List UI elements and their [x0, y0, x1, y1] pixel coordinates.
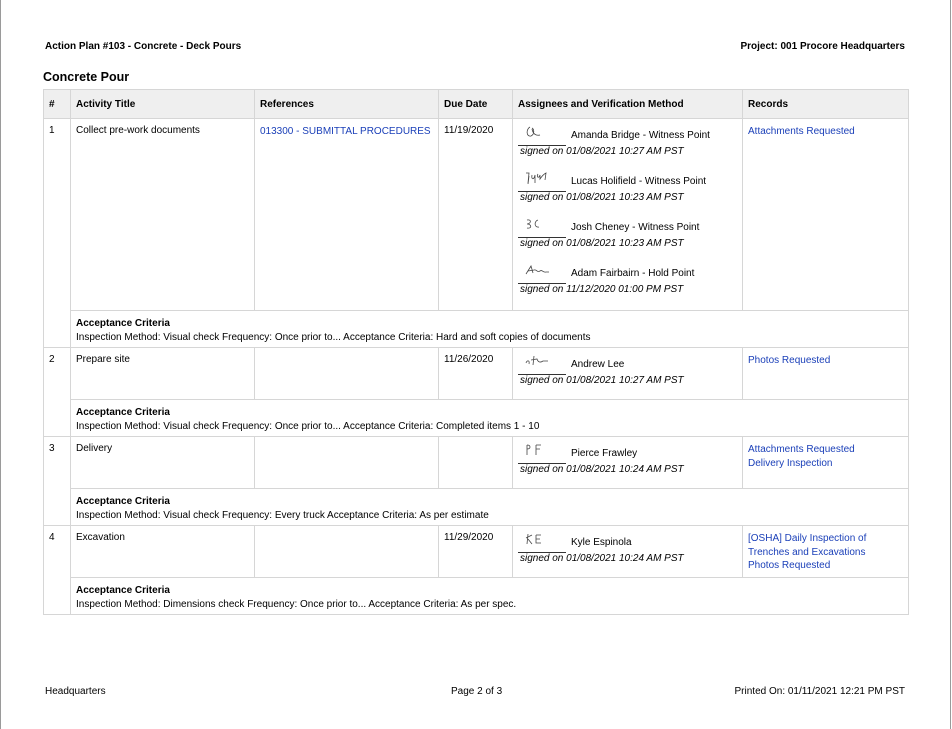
action-plan-title: Action Plan #103 - Concrete - Deck Pours: [45, 41, 242, 52]
assignee-name: Andrew Lee: [571, 359, 625, 370]
footer-location: Headquarters: [45, 686, 106, 697]
acceptance-criteria-label: Acceptance Criteria: [76, 407, 170, 418]
signed-timestamp: signed on 01/08/2021 10:24 AM PST: [520, 464, 684, 475]
signed-timestamp: signed on 01/08/2021 10:24 AM PST: [520, 553, 684, 564]
assignees-cell: [513, 119, 743, 311]
column-header-number: #: [44, 90, 71, 119]
table-row: [44, 526, 909, 578]
signature-icon: [518, 352, 566, 375]
row-number: 1: [44, 119, 71, 348]
assignee-entry: [518, 169, 737, 215]
due-date: 11/19/2020: [439, 119, 513, 311]
column-header-references: References: [255, 90, 439, 119]
page-number: Page 2 of 3: [451, 686, 503, 697]
section-title: Concrete Pour: [43, 70, 130, 84]
record-link[interactable]: Attachments Requested: [748, 126, 855, 137]
assignee-name: Josh Cheney - Witness Point: [571, 222, 700, 233]
assignee-entry: [518, 261, 737, 307]
column-header-assignees: Assignees and Verification Method: [513, 90, 743, 119]
table-header-row: [44, 90, 909, 119]
column-header-activity-title: Activity Title: [71, 90, 255, 119]
due-date: [439, 437, 513, 489]
reference-link[interactable]: 013300 - SUBMITTAL PROCEDURES: [260, 126, 431, 137]
acceptance-criteria-text: Inspection Method: Visual check Frequency: Once prior to... Acceptance Criteria: Hard and soft copies of documents: [76, 331, 591, 343]
acceptance-criteria-label: Acceptance Criteria: [76, 585, 170, 596]
reference-cell: [255, 348, 439, 400]
page-border-right: [950, 0, 951, 729]
activity-title: Prepare site: [71, 348, 255, 400]
reference-cell: [255, 526, 439, 578]
activity-title: Excavation: [71, 526, 255, 578]
assignee-entry: [518, 352, 737, 398]
record-link[interactable]: [OSHA] Daily Inspection of Trenches and Excavations: [748, 533, 867, 558]
activity-title: Collect pre-work documents: [71, 119, 255, 311]
assignee-name: Pierce Frawley: [571, 448, 638, 459]
signature-icon: [518, 261, 566, 284]
acceptance-criteria-text: Inspection Method: Dimensions check Frequency: Once prior to... Acceptance Criteria: As per spec.: [76, 598, 517, 610]
signed-timestamp: signed on 11/12/2020 01:00 PM PST: [520, 284, 684, 295]
signed-timestamp: signed on 01/08/2021 10:27 AM PST: [520, 146, 684, 157]
acceptance-criteria-label: Acceptance Criteria: [76, 496, 170, 507]
signature-icon: [518, 169, 566, 192]
signature-icon: [518, 215, 566, 238]
project-name: Project: 001 Procore Headquarters: [740, 41, 905, 52]
signature-icon: [518, 530, 566, 553]
activity-title: Delivery: [71, 437, 255, 489]
column-header-records: Records: [743, 90, 909, 119]
assignee-entry: [518, 123, 737, 169]
signed-timestamp: signed on 01/08/2021 10:27 AM PST: [520, 375, 684, 386]
assignee-entry: [518, 215, 737, 261]
record-link[interactable]: Delivery Inspection: [748, 457, 833, 469]
acceptance-criteria-row: [44, 400, 909, 437]
assignee-entry: [518, 441, 737, 487]
acceptance-criteria-text: Inspection Method: Visual check Frequency: Every truck Acceptance Criteria: As per estimate: [76, 509, 489, 521]
assignee-name: Kyle Espinola: [571, 537, 632, 548]
row-number: 2: [44, 348, 71, 437]
row-number: 3: [44, 437, 71, 526]
assignees-cell: [513, 348, 743, 400]
signed-timestamp: signed on 01/08/2021 10:23 AM PST: [520, 238, 684, 249]
acceptance-criteria-row: [44, 578, 909, 615]
signed-timestamp: signed on 01/08/2021 10:23 AM PST: [520, 192, 684, 203]
acceptance-criteria-row: [44, 489, 909, 526]
assignee-name: Amanda Bridge - Witness Point: [571, 130, 710, 141]
column-header-due-date: Due Date: [439, 90, 513, 119]
signature-icon: [518, 441, 566, 464]
assignee-entry: [518, 530, 737, 576]
assignees-cell: [513, 526, 743, 578]
record-link[interactable]: Photos Requested: [748, 560, 831, 571]
record-link[interactable]: Attachments Requested: [748, 444, 855, 455]
acceptance-criteria-label: Acceptance Criteria: [76, 318, 170, 329]
due-date: 11/26/2020: [439, 348, 513, 400]
table-row: [44, 437, 909, 489]
printed-on: Printed On: 01/11/2021 12:21 PM PST: [734, 686, 905, 697]
due-date: 11/29/2020: [439, 526, 513, 578]
acceptance-criteria-text: Inspection Method: Visual check Frequency: Once prior to... Acceptance Criteria: Completed items 1 - 10: [76, 420, 540, 432]
acceptance-criteria-row: [44, 311, 909, 348]
table-row: [44, 348, 909, 400]
signature-icon: [518, 123, 566, 146]
assignee-name: Lucas Holifield - Witness Point: [571, 176, 707, 187]
assignee-name: Adam Fairbairn - Hold Point: [571, 268, 695, 279]
record-link[interactable]: Photos Requested: [748, 355, 831, 366]
reference-cell: [255, 437, 439, 489]
row-number: 4: [44, 526, 71, 615]
table-row: [44, 119, 909, 311]
assignees-cell: [513, 437, 743, 489]
page-border-left: [0, 0, 1, 729]
action-plan-table: [43, 89, 909, 615]
